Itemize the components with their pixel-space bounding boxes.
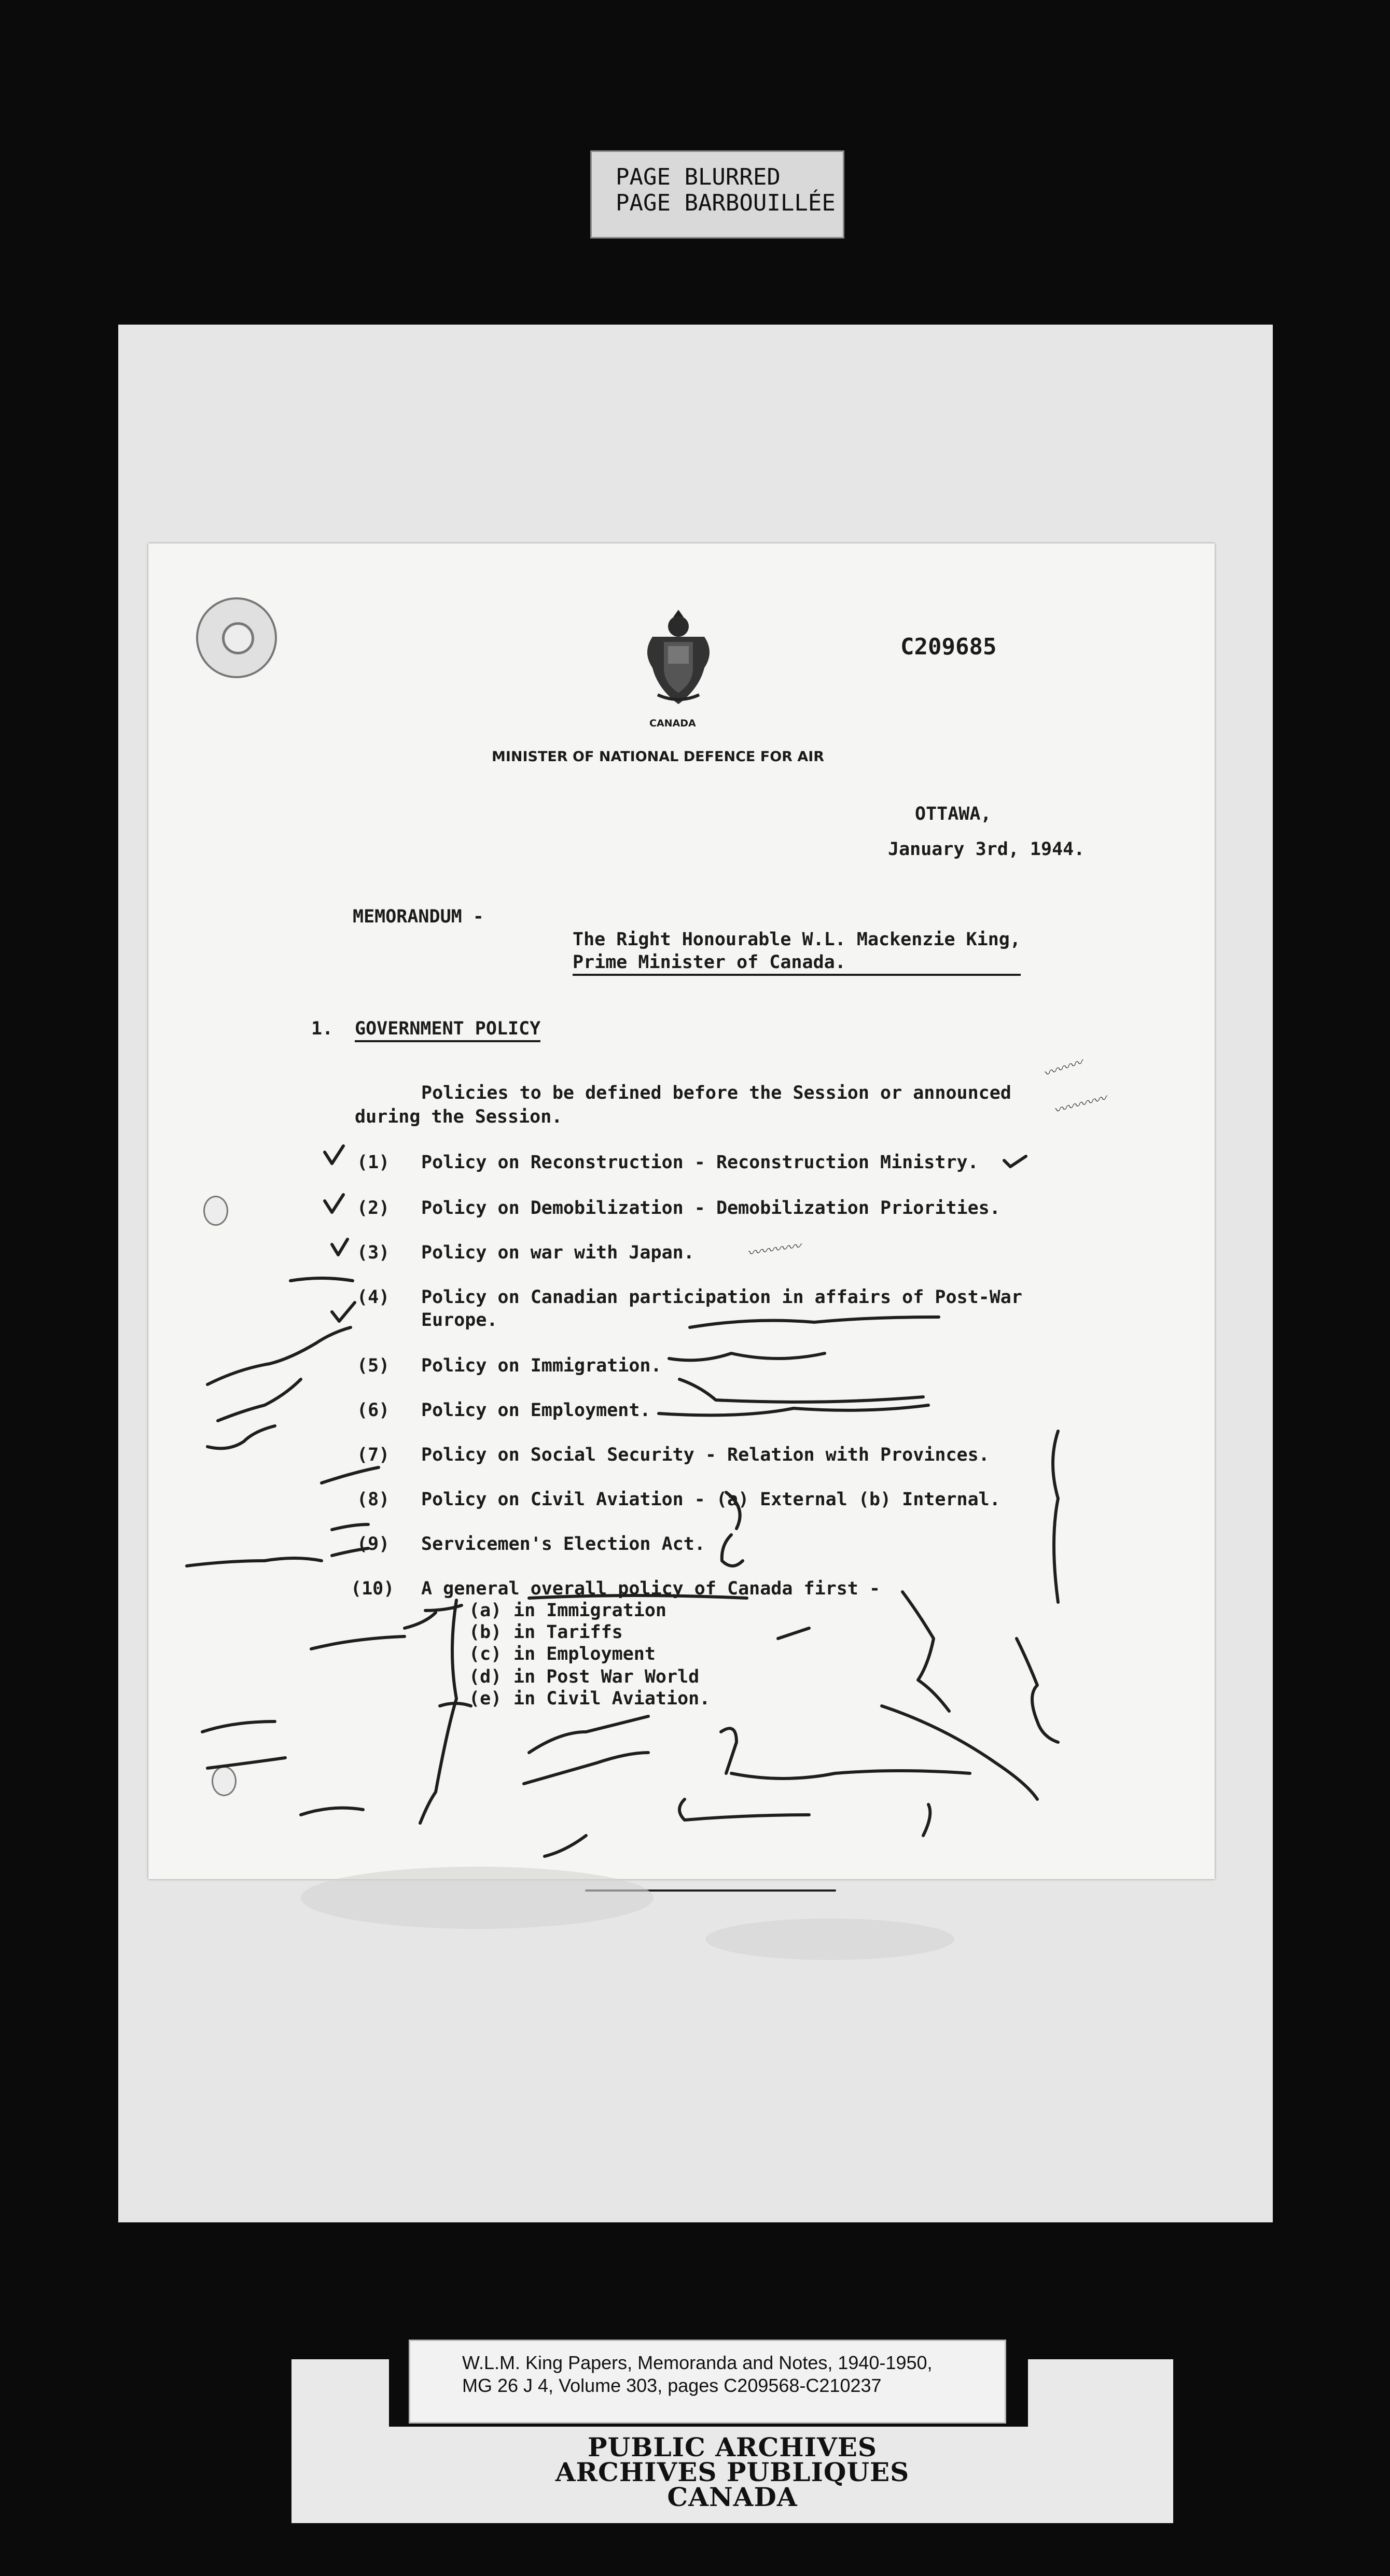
check-mark-4: [332, 1303, 355, 1321]
memo-recipient-2: Prime Minister of Canada.: [573, 952, 1021, 976]
subitem-text: in Civil Aviation.: [513, 1688, 711, 1709]
item-number: (10): [351, 1578, 395, 1599]
item-text-continued: Europe.: [421, 1310, 498, 1331]
subitem-letter: (d): [469, 1667, 502, 1687]
memo-label: MEMORANDUM -: [353, 906, 484, 927]
item-text: Policy on war with Japan.: [421, 1242, 694, 1263]
intro-line-1: Policies to be defined before the Session or announced: [421, 1083, 1011, 1103]
public-archives-label: [291, 2432, 1173, 2512]
stamp-line-1: PAGE BLURRED: [616, 164, 781, 190]
collection-caption: [409, 2340, 1006, 2424]
place: OTTAWA,: [915, 804, 992, 824]
item-number: (4): [357, 1287, 390, 1308]
item-text: Policy on Civil Aviation - (a) External (b) Internal.: [421, 1489, 1000, 1510]
item-number: (1): [357, 1152, 390, 1173]
document-number: C209685: [900, 634, 997, 660]
check-mark-2: [325, 1195, 343, 1212]
item-text: Servicemen's Election Act.: [421, 1534, 705, 1555]
item-number: (3): [357, 1242, 390, 1263]
subitem-letter: (b): [469, 1622, 502, 1643]
subitem-text: in Post War World: [513, 1667, 700, 1687]
subitem-text: in Immigration: [513, 1600, 667, 1621]
check-mark-3: [332, 1239, 348, 1255]
check-mark-5: [1004, 1156, 1026, 1167]
handwriting-margin-3: 〰〰〰〰: [746, 1238, 802, 1262]
item-text: A general overall policy of Canada first -: [421, 1578, 881, 1599]
archives-line-2: ARCHIVES PUBLIQUES: [555, 2457, 910, 2487]
archives-line-1: PUBLIC ARCHIVES: [588, 2432, 877, 2462]
handwriting-margin-2: 〰〰〰〰: [1052, 1090, 1108, 1119]
subitem-letter: (a): [469, 1600, 502, 1621]
crest-caption: CANADA: [649, 718, 696, 729]
check-mark-1: [325, 1146, 343, 1164]
item-text: Policy on Reconstruction - Reconstruction Ministry.: [421, 1152, 979, 1173]
subitem-text: in Tariffs: [513, 1622, 623, 1643]
subitem-letter: (c): [469, 1644, 502, 1664]
caption-line-2: MG 26 J 4, Volume 303, pages C209568-C210237: [462, 2375, 882, 2396]
date: January 3rd, 1944.: [888, 839, 1085, 860]
memo-recipient-1: The Right Honourable W.L. Mackenzie King,: [573, 929, 1021, 950]
item-number: (9): [357, 1534, 390, 1555]
subitem-letter: (e): [469, 1688, 502, 1709]
item-number: (7): [357, 1445, 390, 1465]
item-text: Policy on Canadian participation in affairs of Post-War: [421, 1287, 1022, 1308]
item-number: (6): [357, 1400, 390, 1421]
item-number: (8): [357, 1489, 390, 1510]
item-number: (5): [357, 1355, 390, 1376]
item-text: Policy on Employment.: [421, 1400, 651, 1421]
item-text: Policy on Immigration.: [421, 1355, 662, 1376]
intro-line-2: during the Session.: [355, 1107, 563, 1127]
section-title: GOVERNMENT POLICY: [355, 1018, 540, 1042]
section-number: 1.: [311, 1018, 333, 1039]
item-text: Policy on Social Security - Relation with Provinces.: [421, 1445, 990, 1465]
handwriting-margin-1: 〰〰〰: [1041, 1055, 1085, 1083]
office-heading: MINISTER OF NATIONAL DEFENCE FOR AIR: [492, 749, 825, 765]
subitem-text: in Employment: [513, 1644, 656, 1664]
archives-line-3: CANADA: [667, 2482, 798, 2512]
stamp-line-2: PAGE BARBOUILLÉE: [616, 190, 836, 216]
item-number: (2): [357, 1198, 390, 1219]
item-text: Policy on Demobilization - Demobilization Priorities.: [421, 1198, 1000, 1219]
caption-line-1: W.L.M. King Papers, Memoranda and Notes, 1940-1950,: [462, 2352, 933, 2373]
